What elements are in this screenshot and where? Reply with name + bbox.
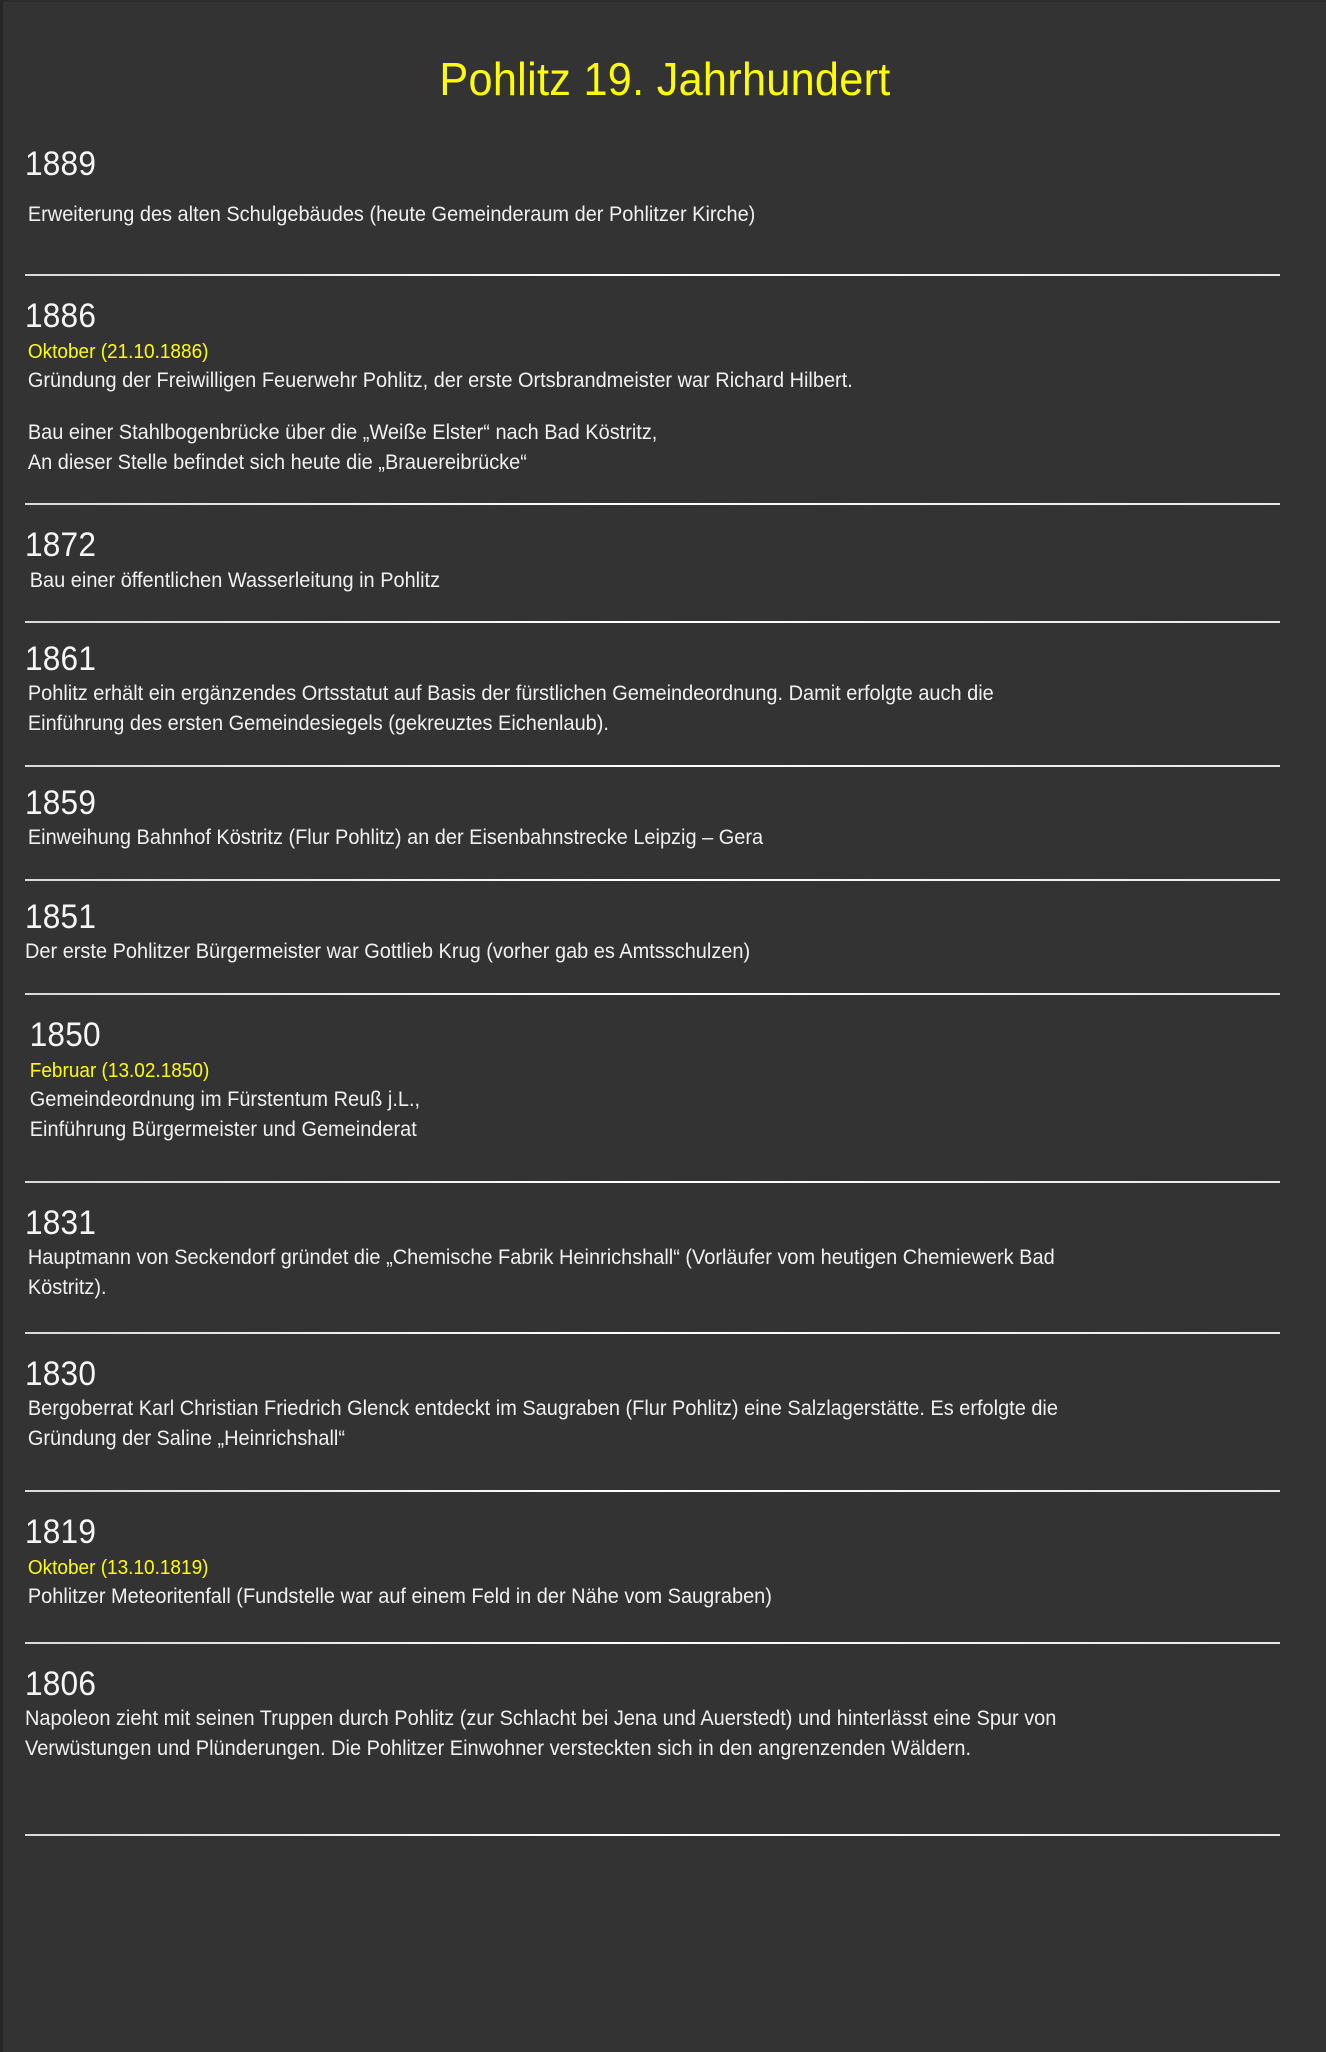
entry-year: 1889 bbox=[25, 144, 97, 183]
entry-line: Napoleon zieht mit seinen Truppen durch Pohlitz (zur Schlacht bei Jena und Auerstedt) und hinterlässt eine Spur von bbox=[25, 1707, 1057, 1731]
entry-line: Der erste Pohlitzer Bürgermeister war Gottlieb Krug (vorher gab es Amtsschulzen) bbox=[25, 940, 751, 964]
entry-line: Erweiterung des alten Schulgebäudes (heute Gemeinderaum der Pohlitzer Kirche) bbox=[27, 203, 756, 227]
entry-line: Verwüstungen und Plünderungen. Die Pohlitzer Einwohner versteckten sich in den angrenzenden Wäldern. bbox=[25, 1736, 972, 1760]
entry-paragraph bbox=[25, 1243, 1217, 1303]
entry-date: Februar (13.02.1850) bbox=[29, 1060, 210, 1082]
entry-date: Oktober (13.10.1819) bbox=[27, 1557, 209, 1580]
entry-year: 1806 bbox=[25, 1665, 97, 1704]
entry-line: Hauptmann von Seckendorf gründet die „Chemische Fabrik Heinrichshall“ (Vorläufer vom heutigen Chemiewerk Bad bbox=[27, 1245, 1055, 1269]
timeline-entry-1889 bbox=[25, 144, 1280, 274]
entry-date: Oktober (21.10.1886) bbox=[27, 340, 209, 363]
entry-line: Gründung der Freiwilligen Feuerwehr Pohlitz, der erste Ortsbrandmeister war Richard Hilbert. bbox=[27, 368, 853, 392]
entry-line: Gründung der Saline „Heinrichshall“ bbox=[27, 1427, 346, 1451]
title-bar bbox=[3, 2, 1326, 144]
entry-line: Einführung Bürgermeister und Gemeinderat bbox=[29, 1117, 417, 1141]
page-title: Pohlitz 19. Jahrhundert bbox=[438, 52, 891, 105]
timeline-entry-1861 bbox=[25, 623, 1280, 765]
entry-paragraph bbox=[25, 1394, 1217, 1454]
entry-line: Bau einer Stahlbogenbrücke über die „Weiße Elster“ nach Bad Köstritz, bbox=[27, 420, 658, 444]
entry-line: Köstritz). bbox=[27, 1275, 107, 1299]
timeline-entry-1806 bbox=[25, 1644, 1280, 1834]
entry-year: 1819 bbox=[25, 1513, 97, 1552]
timeline-entry-1850 bbox=[25, 995, 1280, 1181]
entry-line: Gemeindeordnung im Fürstentum Reuß j.L., bbox=[29, 1088, 421, 1111]
entry-line: Pohlitzer Meteoritenfall (Fundstelle war auf einem Feld in der Nähe vom Saugraben) bbox=[27, 1585, 772, 1609]
entry-year: 1831 bbox=[25, 1203, 97, 1242]
timeline-entry-1831 bbox=[25, 1183, 1280, 1333]
entry-year: 1861 bbox=[25, 640, 97, 679]
entry-line: Einführung des ersten Gemeindesiegels (gekreuztes Eichenlaub). bbox=[27, 712, 609, 736]
entry-line: An dieser Stelle befindet sich heute die „Brauereibrücke“ bbox=[27, 450, 527, 474]
timeline-entry-1886 bbox=[25, 276, 1280, 504]
entry-year: 1872 bbox=[25, 526, 97, 565]
entry-line: Pohlitz erhält ein ergänzendes Ortsstatut auf Basis der fürstlichen Gemeindeordnung. Damit erfolgte auch die bbox=[27, 682, 994, 706]
entry-year: 1830 bbox=[25, 1355, 97, 1394]
timeline-entry-1872 bbox=[25, 505, 1280, 621]
entry-year: 1851 bbox=[25, 897, 97, 936]
timeline-entry-1819 bbox=[25, 1492, 1280, 1642]
entry-year: 1859 bbox=[25, 784, 97, 823]
timeline-entry-1830 bbox=[25, 1334, 1280, 1490]
entry-divider bbox=[25, 1834, 1280, 1836]
timeline-list bbox=[3, 144, 1326, 1836]
entry-paragraph bbox=[25, 679, 1217, 739]
timeline-entry-1851 bbox=[25, 881, 1280, 993]
entry-line: Einweihung Bahnhof Köstritz (Flur Pohlitz) an der Eisenbahnstrecke Leipzig – Gera bbox=[27, 826, 764, 850]
entry-line: Bergoberrat Karl Christian Friedrich Glenck entdeckt im Saugraben (Flur Pohlitz) eine Salzlagerstätte. Es erfolgte die bbox=[27, 1397, 1058, 1421]
entry-paragraph bbox=[25, 1704, 1217, 1764]
entry-year: 1886 bbox=[25, 296, 97, 335]
timeline-entry-1859 bbox=[25, 767, 1280, 879]
entry-line: Bau einer öffentlichen Wasserleitung in Pohlitz bbox=[29, 568, 441, 592]
entry-year: 1850 bbox=[29, 1015, 101, 1054]
